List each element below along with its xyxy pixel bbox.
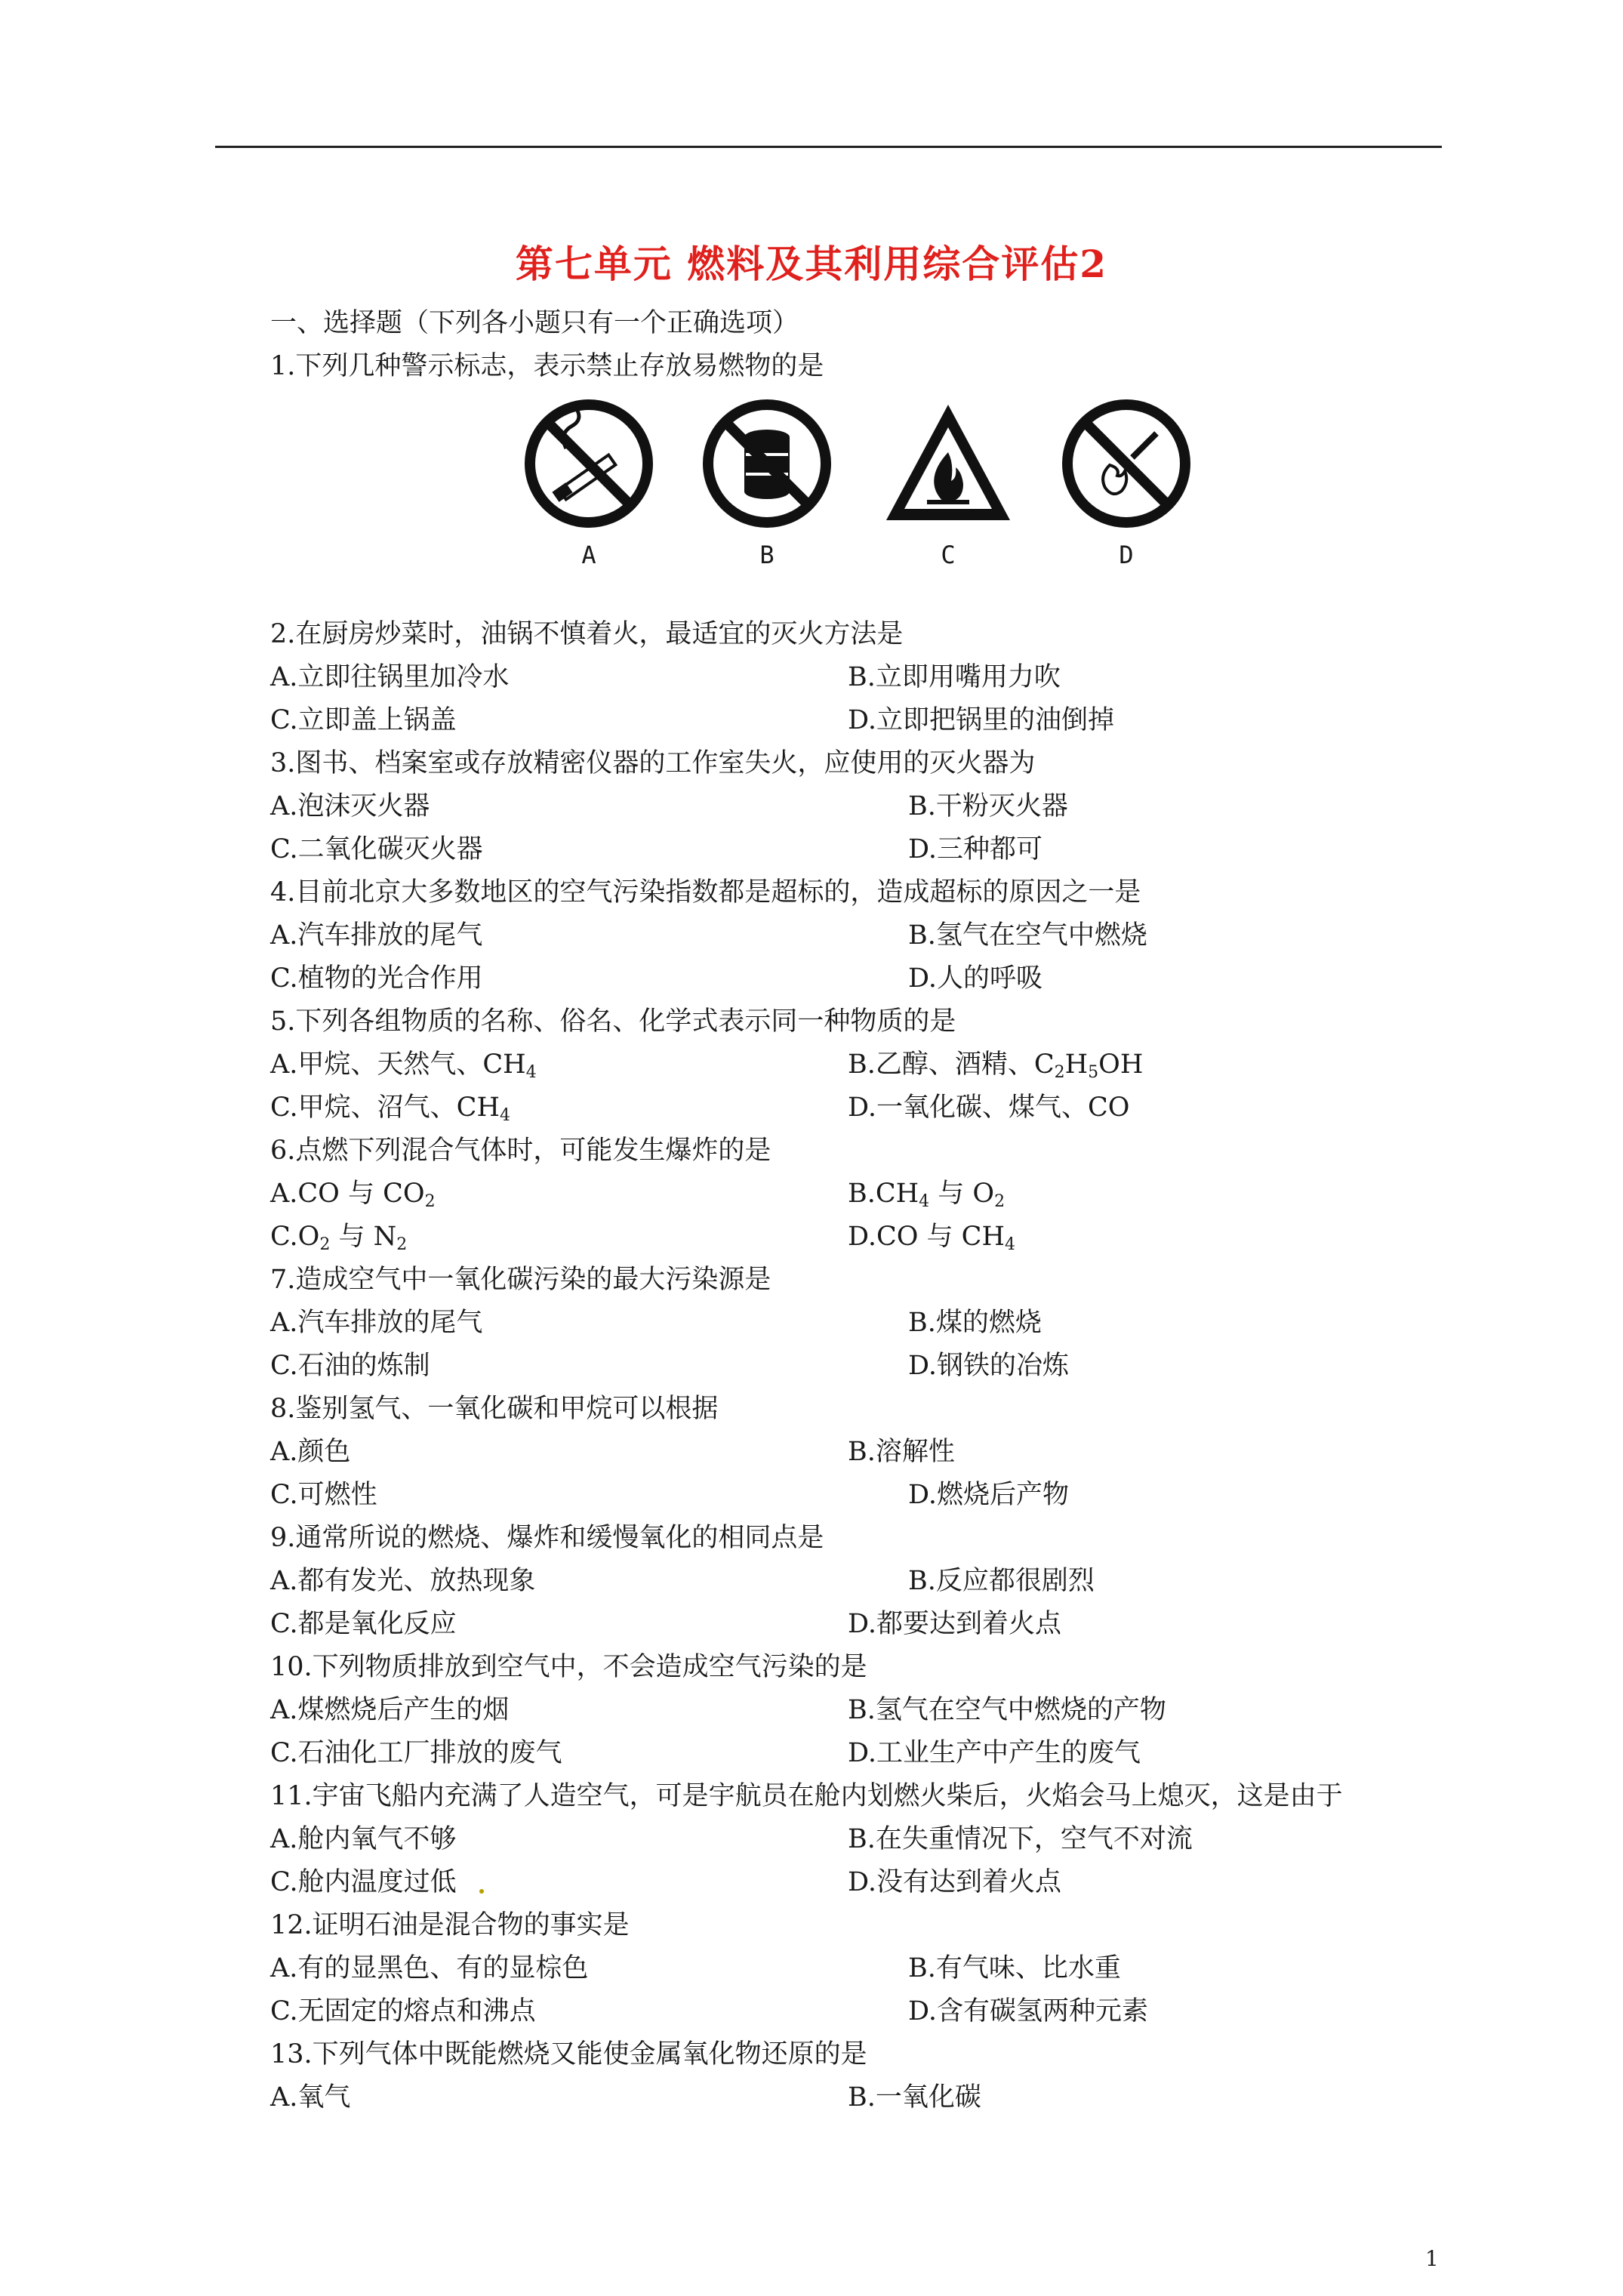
- question-5-row-1: [270, 1043, 1448, 1086]
- option-d: D.一氧化碳、煤气、CO: [848, 1093, 1130, 1123]
- option-c: C.石油化工厂排放的废气: [270, 1738, 562, 1768]
- warning-signs: [270, 388, 1448, 584]
- question-11-stem: 11.宇宙飞船内充满了人造空气，可是宇航员在舱内划燃火柴后，火焰会马上熄灭，这是由于: [270, 1781, 1343, 1811]
- option-b: B.乙醇、酒精、$C_2H_5OH$: [848, 1049, 1144, 1082]
- question-8-row-1: [270, 1431, 1448, 1474]
- question-12-row-2: [270, 1990, 1448, 2033]
- sign-label-c: C: [941, 541, 956, 569]
- question-11-row-2: [270, 1861, 1448, 1904]
- question-9-stem: 9.通常所说的燃烧、爆炸和缓慢氧化的相同点是: [270, 1523, 824, 1553]
- option-a: A.颜色: [270, 1437, 351, 1467]
- option-b: B.在失重情况下，空气不对流: [848, 1824, 1193, 1854]
- header-rule: [215, 146, 1442, 148]
- sign-d: [1058, 396, 1194, 584]
- option-b: B.干粉灭火器: [908, 791, 1068, 821]
- sign-label-a: A: [581, 541, 596, 569]
- question-9-row-1: [270, 1560, 1448, 1603]
- option-b: B.立即用嘴用力吹: [848, 662, 1061, 692]
- sign-b: [699, 396, 835, 584]
- page-number: 1: [1425, 2246, 1439, 2271]
- option-a: A.都有发光、放热现象: [270, 1566, 536, 1596]
- option-c: C.可燃性: [270, 1480, 377, 1510]
- question-1-stem: 1.下列几种警示标志，表示禁止存放易燃物的是: [270, 351, 824, 381]
- option-b: B.反应都很剧烈: [908, 1566, 1095, 1596]
- option-c: $C.O_2$ 与 $N_2$: [270, 1222, 408, 1254]
- option-b: B.氢气在空气中燃烧: [908, 920, 1147, 951]
- option-c: C.二氧化碳灭火器: [270, 834, 483, 864]
- option-a: A.泡沫灭火器: [270, 791, 430, 821]
- flammable-warning-icon: [880, 396, 1016, 532]
- option-d: D.三种都可: [908, 834, 1042, 864]
- question-2-row-2: [270, 699, 1448, 742]
- option-a: A.舱内氧气不够: [270, 1824, 457, 1854]
- option-d: D.CO 与 $CH_4$: [848, 1222, 1015, 1254]
- option-b: B.煤的燃烧: [908, 1308, 1042, 1338]
- option-a: A.煤燃烧后产生的烟: [270, 1695, 510, 1725]
- question-2-stem: 2.在厨房炒菜时，油锅不慎着火，最适宜的灭火方法是: [270, 619, 904, 649]
- question-10-row-1: [270, 1689, 1448, 1732]
- question-13-row-1: [270, 2076, 1448, 2119]
- question-4-row-1: [270, 914, 1448, 957]
- question-6-row-2: [270, 1216, 1448, 1259]
- option-a: A.甲烷、天然气、$CH_4$: [270, 1049, 537, 1082]
- option-c: C.无固定的熔点和沸点: [270, 1996, 536, 2026]
- question-10-stem: 10.下列物质排放到空气中，不会造成空气污染的是: [270, 1652, 867, 1682]
- question-9-row-2: [270, 1603, 1448, 1646]
- stray-mark: [479, 1889, 484, 1894]
- question-12-row-1: [270, 1947, 1448, 1990]
- option-d: D.燃烧后产物: [908, 1480, 1069, 1510]
- question-list: [270, 302, 1448, 2119]
- sign-label-b: B: [759, 541, 775, 569]
- section-header: 一、选择题（下列各小题只有一个正确选项）: [270, 308, 799, 338]
- question-3-row-1: [270, 785, 1448, 828]
- option-c: C.立即盖上锅盖: [270, 705, 457, 735]
- option-b: B.氢气在空气中燃烧的产物: [848, 1695, 1166, 1725]
- option-d: D.钢铁的冶炼: [908, 1351, 1069, 1381]
- sign-label-d: D: [1119, 541, 1134, 569]
- option-b: B.一氧化碳: [848, 2082, 981, 2113]
- page-title: 第七单元 燃料及其利用综合评估2: [515, 242, 1108, 286]
- question-4-row-2: [270, 957, 1448, 1000]
- question-7-stem: 7.造成空气中一氧化碳污染的最大污染源是: [270, 1265, 771, 1295]
- question-7-row-1: [270, 1302, 1448, 1345]
- option-c: C.石油的炼制: [270, 1351, 430, 1381]
- option-d: D.都要达到着火点: [848, 1609, 1061, 1639]
- no-fireworks-icon: [1058, 396, 1194, 532]
- option-b: B.有气味、比水重: [908, 1953, 1121, 1983]
- question-6-row-1: [270, 1173, 1448, 1216]
- question-3-stem: 3.图书、档案室或存放精密仪器的工作室失火，应使用的灭火器为: [270, 748, 1036, 778]
- option-b: B.溶解性: [848, 1437, 955, 1467]
- question-12-stem: 12.证明石油是混合物的事实是: [270, 1910, 630, 1940]
- sign-a: [521, 396, 657, 584]
- option-c: C.植物的光合作用: [270, 963, 483, 994]
- option-a: A.氧气: [270, 2082, 351, 2113]
- question-2-row-1: [270, 656, 1448, 699]
- option-a: A.有的显黑色、有的显棕色: [270, 1953, 589, 1983]
- question-13-stem: 13.下列气体中既能燃烧又能使金属氧化物还原的是: [270, 2039, 867, 2069]
- option-d: D.没有达到着火点: [848, 1867, 1061, 1897]
- option-b: $B.CH_4$ 与 $O_2$: [848, 1179, 1006, 1211]
- question-4-stem: 4.目前北京大多数地区的空气污染指数都是超标的，造成超标的原因之一是: [270, 877, 1141, 908]
- option-c: C.舱内温度过低: [270, 1861, 484, 1904]
- option-a: A.汽车排放的尾气: [270, 920, 483, 951]
- option-d: D.工业生产中产生的废气: [848, 1738, 1141, 1768]
- question-11-row-1: [270, 1818, 1448, 1861]
- option-c: C.都是氧化反应: [270, 1609, 457, 1639]
- question-3-row-2: [270, 828, 1448, 871]
- option-a: A.CO 与 $CO_2$: [270, 1179, 436, 1211]
- option-a: A.立即往锅里加冷水: [270, 662, 510, 692]
- no-flammable-storage-icon: [699, 396, 835, 532]
- question-6-stem: 6.点燃下列混合气体时，可能发生爆炸的是: [270, 1136, 771, 1166]
- option-a: A.汽车排放的尾气: [270, 1308, 483, 1338]
- no-smoking-icon: [521, 396, 657, 532]
- question-8-stem: 8.鉴别氢气、一氧化碳和甲烷可以根据: [270, 1394, 719, 1424]
- option-d: D.立即把锅里的油倒掉: [848, 705, 1114, 735]
- sign-c: [880, 396, 1016, 584]
- option-d: D.含有碳氢两种元素: [908, 1996, 1148, 2026]
- question-10-row-2: [270, 1732, 1448, 1775]
- option-d: D.人的呼吸: [908, 963, 1042, 994]
- question-8-row-2: [270, 1474, 1448, 1517]
- question-5-stem: 5.下列各组物质的名称、俗名、化学式表示同一种物质的是: [270, 1006, 956, 1037]
- option-c: C.甲烷、沼气、$CH_4$: [270, 1093, 510, 1125]
- question-5-row-2: [270, 1086, 1448, 1130]
- question-7-row-2: [270, 1345, 1448, 1388]
